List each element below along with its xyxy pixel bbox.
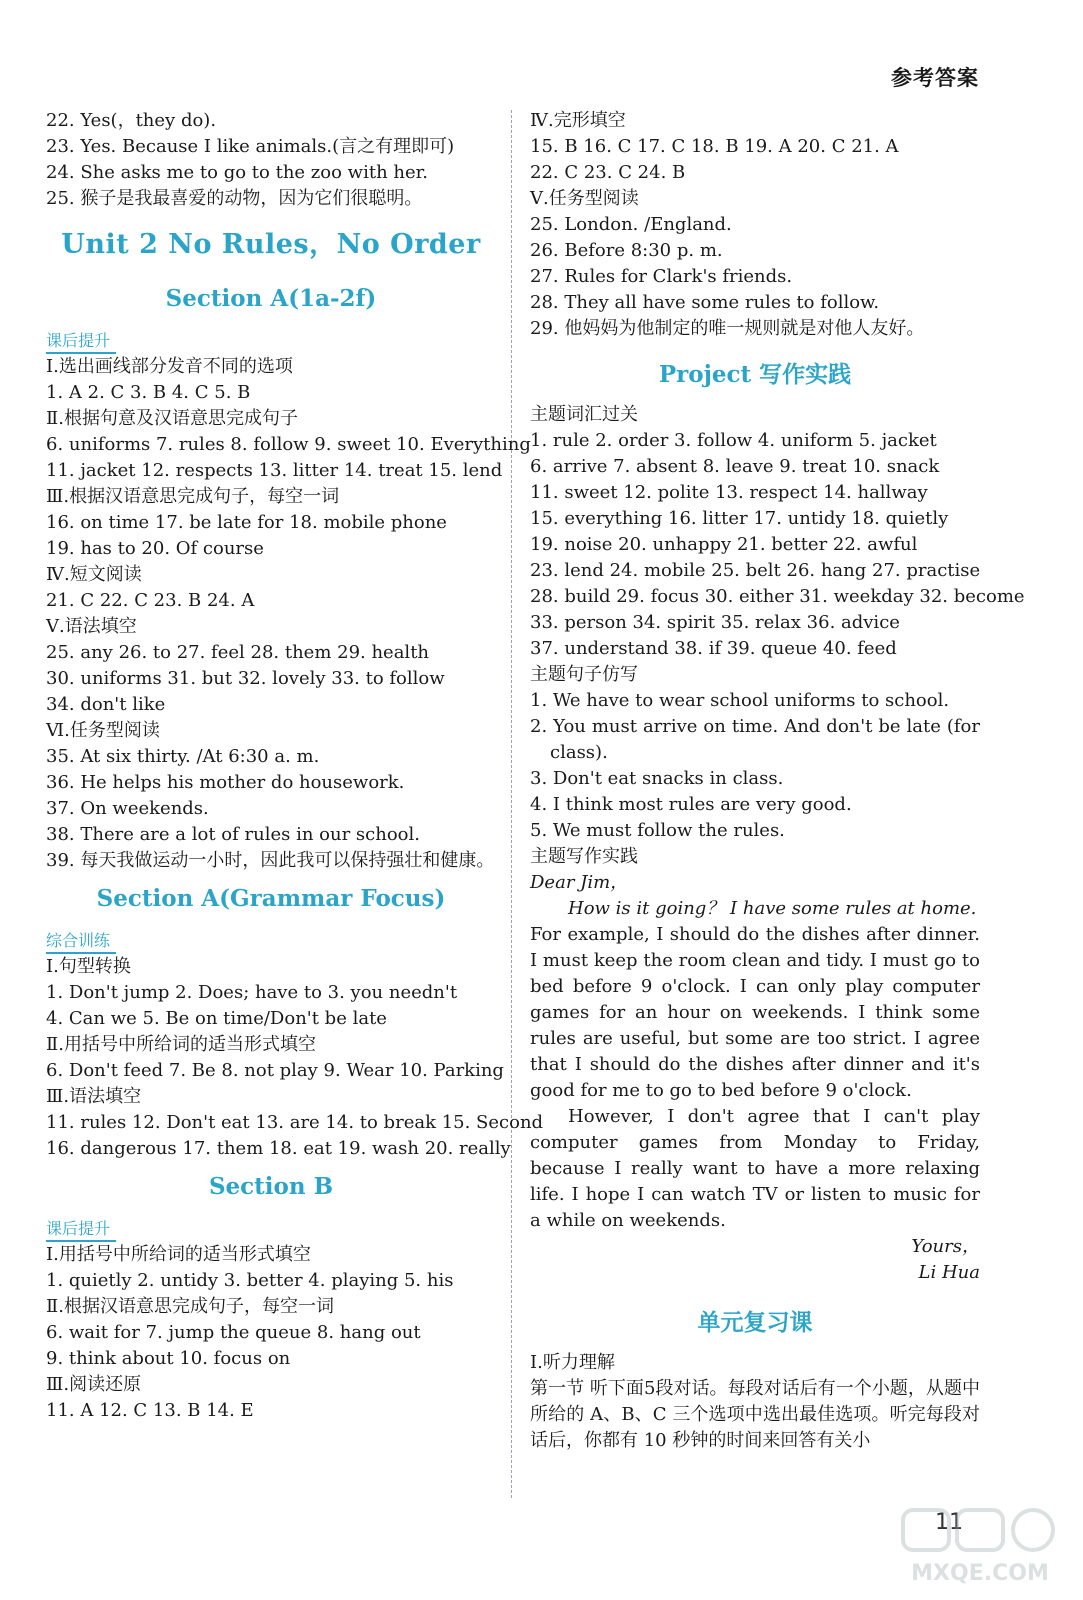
letter-greeting: Dear Jim， xyxy=(530,872,629,893)
letter-closing: Yours， xyxy=(911,1236,980,1257)
sentence-heading: 主题句子仿写 xyxy=(530,664,638,685)
answer-line: 28. They all have some rules to follow. xyxy=(530,292,880,313)
answer-line: 27. Rules for Clark's friends. xyxy=(530,266,793,287)
answer-line: 39. 每天我做运动一小时，因此我可以保持强壮和健康。 xyxy=(46,850,495,871)
page-number: 11 xyxy=(935,1510,963,1535)
answer-line: 23. lend 24. mobile 25. belt 26. hang 27. practise xyxy=(530,560,981,581)
sentence-line: 3. Don't eat snacks in class. xyxy=(530,768,784,789)
review-title: 单元复习课 xyxy=(697,1309,813,1336)
answer-line: 30. uniforms 31. but 32. lovely 33. to follow xyxy=(46,668,445,689)
answer-line: Ⅴ.语法填空 xyxy=(46,616,137,637)
letter-paragraph: However, I don't agree that I can't play computer games from Monday to Friday, because I really want to have a more relaxing life. I hope I can watch TV or listen to music for a while on weekends. xyxy=(530,1106,980,1231)
answer-line: 25. 猴子是我最喜爱的动物，因为它们很聪明。 xyxy=(46,188,423,209)
column-divider xyxy=(511,110,512,1498)
sentence-line: 1. We have to wear school uniforms to school. xyxy=(530,690,950,711)
section-b-title: Section B xyxy=(208,1173,334,1200)
answer-line: 11. rules 12. Don't eat 13. are 14. to break 15. Second xyxy=(46,1112,544,1133)
review-text: 第一节 听下面5段对话。每段对话后有一个小题，从题中所给的 A、B、C 三个选项中选出最佳选项。听完每段对话后，你都有 10 秒钟的时间来回答有关小 xyxy=(530,1378,980,1451)
letter-opening: How is it going？ I have some rules at home. xyxy=(568,898,977,919)
answer-line: 33. person 34. spirit 35. relax 36. advice xyxy=(530,612,900,633)
answer-line: 6. uniforms 7. rules 8. follow 9. sweet 10. Everything xyxy=(46,434,531,455)
answer-line: 21. C 22. C 23. B 24. A xyxy=(46,590,255,611)
answer-line: 28. build 29. focus 30. either 31. weekday 32. become xyxy=(530,586,1025,607)
answer-line: 22. Yes(，they do). xyxy=(46,110,217,131)
answer-line: Ⅲ.根据汉语意思完成句子，每空一词 xyxy=(46,486,340,507)
writing-heading: 主题写作实践 xyxy=(530,846,638,867)
answer-line: 6. arrive 7. absent 8. leave 9. treat 10. snack xyxy=(530,456,940,477)
answer-line: 11. jacket 12. respects 13. litter 14. treat 15. lend xyxy=(46,460,503,481)
project-title: Project 写作实践 xyxy=(658,361,852,388)
answer-line: 25. London. /England. xyxy=(530,214,732,235)
answer-line: Ⅳ.完形填空 xyxy=(530,110,626,131)
answer-line: 9. think about 10. focus on xyxy=(46,1348,291,1369)
answer-line: 6. Don't feed 7. Be 8. not play 9. Wear 10. Parking xyxy=(46,1060,504,1081)
answer-line: 16. dangerous 17. them 18. eat 19. wash 20. really xyxy=(46,1138,511,1159)
answer-line: Ⅳ.短文阅读 xyxy=(46,564,142,585)
answer-line: Ⅱ.根据汉语意思完成句子，每空一词 xyxy=(46,1296,334,1317)
answer-line: 26. Before 8:30 p. m. xyxy=(530,240,723,261)
sentence-line: 2. You must arrive on time. And don't be late (for class). xyxy=(530,716,980,763)
answer-line: 29. 他妈妈为他制定的唯一规则就是对他人友好。 xyxy=(530,318,925,339)
answer-line: Ⅲ.阅读还原 xyxy=(46,1374,142,1395)
answer-line: 25. any 26. to 27. feel 28. them 29. health xyxy=(46,642,430,663)
section-tag: 综合训练 xyxy=(46,930,116,954)
answer-line: Ⅱ.根据句意及汉语意思完成句子 xyxy=(46,408,298,429)
answer-line: 4. Can we 5. Be on time/Don't be late xyxy=(46,1008,387,1029)
answer-line: 1. rule 2. order 3. follow 4. uniform 5. jacket xyxy=(530,430,937,451)
answer-line: 23. Yes. Because I like animals.(言之有理即可) xyxy=(46,136,455,157)
answer-line: 24. She asks me to go to the zoo with her. xyxy=(46,162,428,183)
answer-line: 19. noise 20. unhappy 21. better 22. awful xyxy=(530,534,918,555)
answer-line: 38. There are a lot of rules in our school. xyxy=(46,824,420,845)
watermark-text: MXQE.COM xyxy=(911,1561,1049,1586)
answer-line: Ⅰ.句型转换 xyxy=(46,956,131,977)
answer-line: Ⅲ.语法填空 xyxy=(46,1086,142,1107)
vocab-heading: 主题词汇过关 xyxy=(530,404,638,425)
section-a-title: Section A(1a-2f) xyxy=(165,285,377,312)
answer-line: 16. on time 17. be late for 18. mobile phone xyxy=(46,512,447,533)
page-header-title: 参考答案 xyxy=(891,66,979,90)
answer-line: 6. wait for 7. jump the queue 8. hang out xyxy=(46,1322,421,1343)
answer-line: 34. don't like xyxy=(46,694,166,715)
answer-line: 15. B 16. C 17. C 18. B 19. A 20. C 21. A xyxy=(530,136,899,157)
right-column xyxy=(530,108,1025,1454)
answer-line: Ⅵ.任务型阅读 xyxy=(46,720,160,741)
answer-line: Ⅱ.用括号中所给词的适当形式填空 xyxy=(46,1034,316,1055)
answer-line: 1. quietly 2. untidy 3. better 4. playing 5. his xyxy=(46,1270,454,1291)
section-tag: 课后提升 xyxy=(46,330,116,354)
answer-line: 1. A 2. C 3. B 4. C 5. B xyxy=(46,382,251,403)
review-heading: Ⅰ.听力理解 xyxy=(530,1352,615,1373)
answer-line: 37. understand 38. if 39. queue 40. feed xyxy=(530,638,897,659)
answer-line: 19. has to 20. Of course xyxy=(46,538,264,559)
watermark-logo xyxy=(895,1500,1065,1590)
answer-line: 11. A 12. C 13. B 14. E xyxy=(46,1400,254,1421)
answer-line: 35. At six thirty. /At 6:30 a. m. xyxy=(46,746,320,767)
answer-line: 36. He helps his mother do housework. xyxy=(46,772,405,793)
letter-signature: Li Hua xyxy=(918,1262,980,1283)
grammar-section-title: Section A(Grammar Focus) xyxy=(96,885,446,912)
section-tag: 课后提升 xyxy=(46,1218,116,1242)
answer-line: 15. everything 16. litter 17. untidy 18. quietly xyxy=(530,508,949,529)
answer-line: Ⅰ.选出画线部分发音不同的选项 xyxy=(46,356,293,377)
answer-line: 11. sweet 12. polite 13. respect 14. hallway xyxy=(530,482,928,503)
sentence-line: 5. We must follow the rules. xyxy=(530,820,785,841)
left-column xyxy=(46,108,544,1424)
sentence-line: 4. I think most rules are very good. xyxy=(530,794,852,815)
letter-paragraph: For example, I should do the dishes after dinner. I must keep the room clean and tidy. I must go to bed before 9 o'clock. I can only play computer games for an hour on weekends. I think some rules are useful, but some are too strict. I agree that I should do the dishes after dinner and it's good for me to go to bed before 9 o'clock. xyxy=(530,924,980,1101)
unit-title: Unit 2 No Rules，No Order xyxy=(61,229,481,260)
answer-line: 22. C 23. C 24. B xyxy=(530,162,686,183)
answer-line: Ⅰ.用括号中所给词的适当形式填空 xyxy=(46,1244,311,1265)
answer-line: 37. On weekends. xyxy=(46,798,209,819)
answer-line: Ⅴ.任务型阅读 xyxy=(530,188,639,209)
answer-line: 1. Don't jump 2. Does; have to 3. you needn't xyxy=(46,982,458,1003)
